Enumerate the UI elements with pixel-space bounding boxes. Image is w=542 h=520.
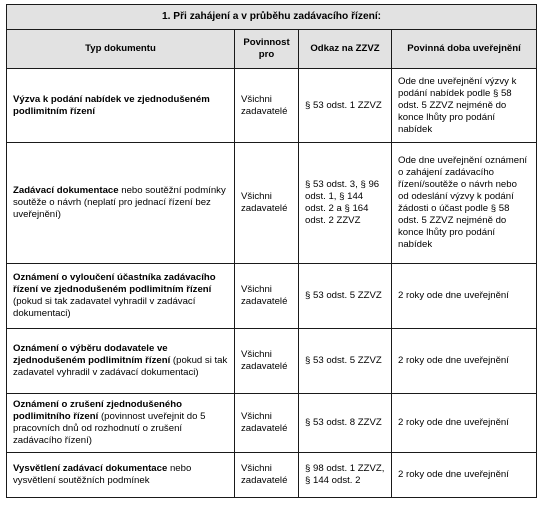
reference-cell: § 98 odst. 1 ZZVZ, § 144 odst. 2 <box>299 453 392 498</box>
obligation-cell: Všichni zadavatelé <box>235 69 299 143</box>
header-type: Typ dokumentu <box>7 30 235 69</box>
table-row <box>7 69 537 143</box>
reference-cell: § 53 odst. 5 ZZVZ <box>299 264 392 329</box>
document-type-name: Oznámení o zrušení zjednodušeného podlimitního řízení <box>13 399 182 422</box>
table-header-row <box>7 30 537 69</box>
obligation-cell: Všichni zadavatelé <box>235 394 299 453</box>
table-row <box>7 143 537 264</box>
document-type-cell <box>7 453 235 498</box>
document-type-note: nebo soutěžní podmínky soutěže o návrh (neplatí pro jednací řízení bez uveřejnění) <box>13 185 226 220</box>
publish-time-cell: 2 roky ode dne uveřejnění <box>392 394 537 453</box>
publish-time-cell: Ode dne uveřejnění oznámení o zahájení zadávacího řízení/soutěže o návrh nebo od odeslání výzvy k podání žádosti o účast podle § 58 odst. 5 ZZVZ nejméně do konce lhůty pro podání nabídek <box>392 143 537 264</box>
publish-time-cell: 2 roky ode dne uveřejnění <box>392 453 537 498</box>
document-type-cell <box>7 143 235 264</box>
publish-time-cell: 2 roky ode dne uveřejnění <box>392 264 537 329</box>
document-table <box>6 4 537 498</box>
obligation-cell: Všichni zadavatelé <box>235 329 299 394</box>
publish-time-cell: 2 roky ode dne uveřejnění <box>392 329 537 394</box>
obligation-cell: Všichni zadavatelé <box>235 143 299 264</box>
table-row <box>7 394 537 453</box>
publish-time-cell: Ode dne uveřejnění výzvy k podání nabídek podle § 58 odst. 5 ZZVZ nejméně do konce lhůty pro podání nabídek <box>392 69 537 143</box>
document-type-name: Výzva k podání nabídek ve zjednodušeném podlimitním řízení <box>13 93 210 117</box>
document-type-cell <box>7 264 235 329</box>
obligation-cell: Všichni zadavatelé <box>235 453 299 498</box>
document-type-name: Oznámení o výběru dodavatele ve zjednodušeném podlimitním řízení <box>13 343 171 366</box>
document-type-name: Oznámení o vyloučení účastníka zadávacího řízení ve zjednodušeném podlimitním řízení <box>13 272 216 295</box>
document-type-name: Zadávací dokumentace <box>13 185 119 196</box>
document-type-cell <box>7 69 235 143</box>
document-type-note: nebo vysvětlení soutěžních podmínek <box>13 463 192 486</box>
reference-cell: § 53 odst. 5 ZZVZ <box>299 329 392 394</box>
reference-cell: § 53 odst. 1 ZZVZ <box>299 69 392 143</box>
table-row <box>7 329 537 394</box>
obligation-cell: Všichni zadavatelé <box>235 264 299 329</box>
table-title: 1. Při zahájení a v průběhu zadávacího řízení: <box>7 5 537 30</box>
table-title-row <box>7 5 537 30</box>
header-publish-time: Povinná doba uveřejnění <box>392 30 537 69</box>
document-type-cell <box>7 394 235 453</box>
document-type-cell <box>7 329 235 394</box>
document-type-note: (pokud si tak zadavatel vyhradil v zadávací dokumentaci) <box>13 355 228 378</box>
header-reference: Odkaz na ZZVZ <box>299 30 392 69</box>
reference-cell: § 53 odst. 3, § 96 odst. 1, § 144 odst. 2 a § 164 odst. 2 ZZVZ <box>299 143 392 264</box>
table-row <box>7 453 537 498</box>
table-row <box>7 264 537 329</box>
document-type-note: (povinnost uveřejnit do 5 pracovních dnů od rozhodnutí o zrušení zadávacího řízení) <box>13 411 206 446</box>
document-type-name: Vysvětlení zadávací dokumentace <box>13 463 168 474</box>
header-obligation: Povinnost pro <box>235 30 299 69</box>
reference-cell: § 53 odst. 8 ZZVZ <box>299 394 392 453</box>
document-type-note: (pokud si tak zadavatel vyhradil v zadávací dokumentaci) <box>13 296 196 319</box>
